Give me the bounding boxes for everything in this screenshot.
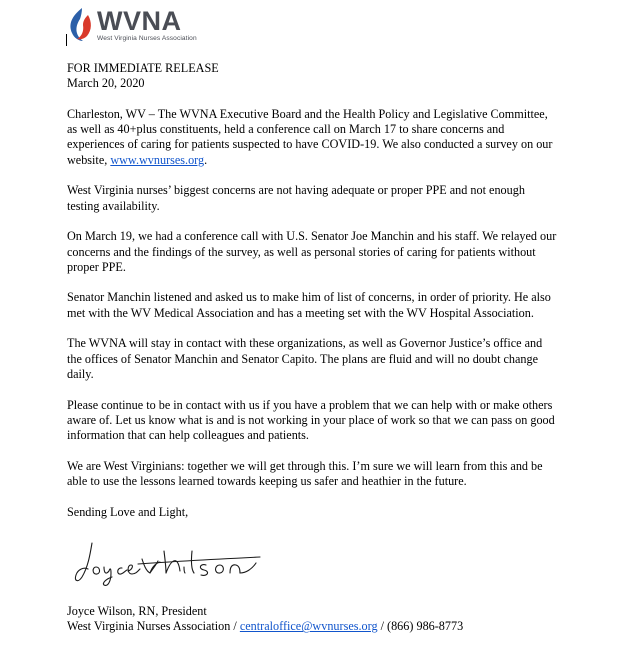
release-date: March 20, 2020 bbox=[67, 76, 145, 91]
paragraph-2: West Virginia nurses’ biggest concerns are not having adequate or proper PPE and not enough testing availability. bbox=[67, 183, 525, 213]
flame-icon bbox=[66, 6, 96, 46]
org-name: West Virginia Nurses Association / bbox=[67, 619, 240, 634]
release-heading bbox=[67, 61, 557, 92]
contact-line bbox=[67, 619, 463, 634]
press-release-body bbox=[67, 61, 557, 535]
website-link[interactable]: www.wvnurses.org bbox=[110, 152, 205, 167]
logo-subtitle: West Virginia Nurses Association bbox=[97, 35, 197, 42]
signer-name-title: Joyce Wilson, RN, President bbox=[67, 604, 207, 618]
signature-block bbox=[67, 604, 463, 635]
phone-number: / (866) 986-8773 bbox=[377, 619, 464, 634]
paragraph-3: On March 19, we had a conference call with U.S. Senator Joe Manchin and his staff. We relayed our concerns and the findings of the survey, as well as personal stories of caring for patients without proper PPE. bbox=[67, 229, 557, 274]
paragraph-1-end: . bbox=[204, 152, 208, 167]
paragraph-7: We are West Virginians: together we will get through this. I’m sure we will learn from this and be able to use the lessons learned towards keeping us safer and heathier in the future. bbox=[67, 458, 543, 489]
paragraph-4: Senator Manchin listened and asked us to make him of list of concerns, in order of priority. He also met with the WV Medical Association and has a meeting set with the WV Hospital Association. bbox=[67, 290, 551, 320]
logo-wordmark: WVNA bbox=[97, 6, 182, 36]
paragraph-6: Please continue to be in contact with us if you have a problem that we can help with or make others aware of. Let us know what is and is not working in your place of work so that we can pass on good information that can help colleagues and patients. bbox=[67, 397, 555, 443]
wvna-logo bbox=[66, 6, 236, 46]
text-cursor bbox=[66, 34, 67, 46]
email-link[interactable]: centraloffice@wvnurses.org bbox=[239, 619, 378, 634]
paragraph-1 bbox=[67, 107, 557, 168]
sign-off: Sending Love and Light, bbox=[67, 504, 189, 519]
paragraph-1-text: Charleston, WV – The WVNA Executive Board and the Health Policy and Legislative Committee, as well as 40+plus constituents, held a conference call on March 17 to share concerns and experiences of caring for patients suspected to have COVID-19. We also conducted a survey on our website, bbox=[67, 106, 553, 167]
paragraph-5: The WVNA will stay in contact with these organizations, as well as Governor Justice’s office and the offices of Senator Manchin and Senator Capito. The plans are fluid and will no doubt change daily. bbox=[67, 336, 543, 381]
signature-image bbox=[70, 537, 268, 589]
release-label: FOR IMMEDIATE RELEASE bbox=[67, 61, 219, 75]
